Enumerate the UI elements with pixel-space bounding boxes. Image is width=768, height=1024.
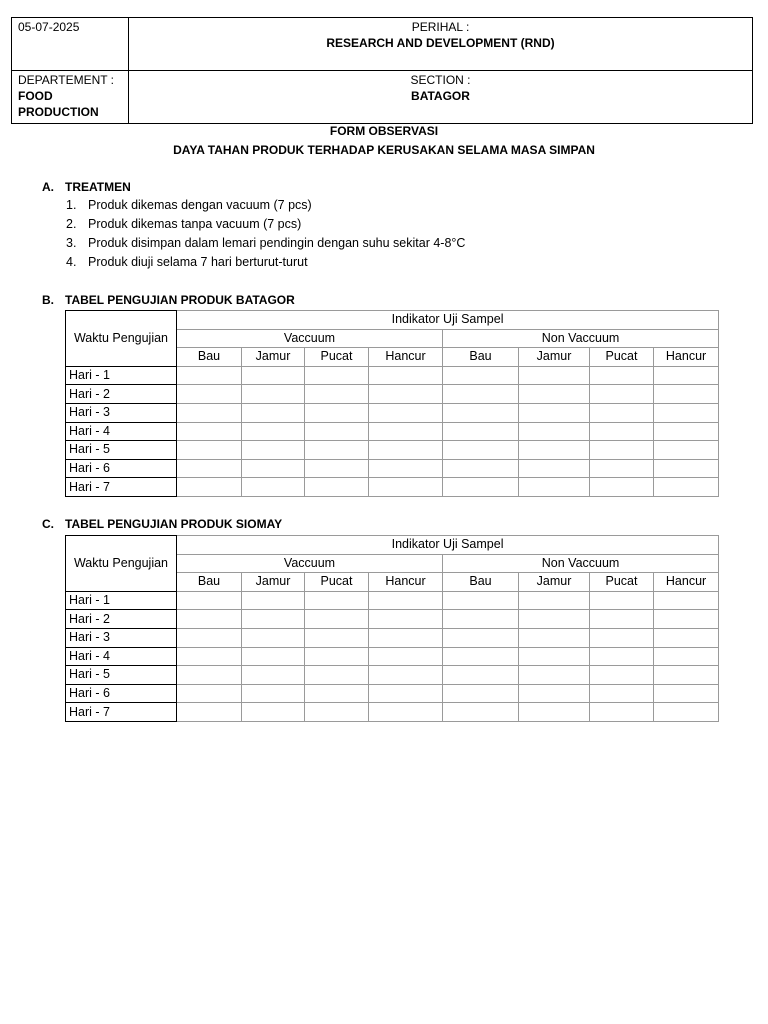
empty-cell[interactable] xyxy=(305,703,369,722)
empty-cell[interactable] xyxy=(590,703,654,722)
empty-cell[interactable] xyxy=(369,478,443,497)
empty-cell[interactable] xyxy=(242,666,305,685)
empty-cell[interactable] xyxy=(305,459,369,478)
empty-cell[interactable] xyxy=(443,591,519,610)
form-subtitle: DAYA TAHAN PRODUK TERHADAP KERUSAKAN SELAMA MASA SIMPAN xyxy=(173,143,595,157)
table-row xyxy=(66,459,719,478)
empty-cell[interactable] xyxy=(305,610,369,629)
empty-cell[interactable] xyxy=(654,385,719,404)
empty-cell[interactable] xyxy=(654,703,719,722)
empty-cell[interactable] xyxy=(590,366,654,385)
empty-cell[interactable] xyxy=(443,703,519,722)
table-header-row xyxy=(66,311,719,330)
empty-cell[interactable] xyxy=(519,366,590,385)
empty-cell[interactable] xyxy=(443,478,519,497)
empty-cell[interactable] xyxy=(590,610,654,629)
table-row xyxy=(66,628,719,647)
column-header: Bau xyxy=(443,348,519,367)
section-value: BATAGOR xyxy=(411,89,470,103)
empty-cell[interactable] xyxy=(369,385,443,404)
empty-cell[interactable] xyxy=(242,628,305,647)
empty-cell[interactable] xyxy=(590,403,654,422)
row-label: Hari - 2 xyxy=(66,385,177,404)
empty-cell[interactable] xyxy=(305,628,369,647)
empty-cell[interactable] xyxy=(369,459,443,478)
section-c-letter: C. xyxy=(42,517,54,531)
empty-cell[interactable] xyxy=(443,610,519,629)
table-row xyxy=(66,684,719,703)
perihal-label: PERIHAL : xyxy=(411,20,470,34)
column-header: Hancur xyxy=(369,348,443,367)
empty-cell[interactable] xyxy=(519,628,590,647)
column-header: Hancur xyxy=(654,348,719,367)
column-header: Bau xyxy=(443,573,519,592)
non-vacuum-group-header: Non Vaccuum xyxy=(443,329,719,348)
vacuum-group-header: Vaccuum xyxy=(177,329,443,348)
siomay-test-table xyxy=(65,535,719,722)
column-header: Hancur xyxy=(654,573,719,592)
treatment-item-number: 1. xyxy=(66,198,77,212)
empty-cell[interactable] xyxy=(177,459,242,478)
empty-cell[interactable] xyxy=(369,684,443,703)
department-value-line1: FOOD xyxy=(18,89,53,103)
empty-cell[interactable] xyxy=(519,610,590,629)
row-label: Hari - 6 xyxy=(66,459,177,478)
empty-cell[interactable] xyxy=(590,591,654,610)
table-row xyxy=(66,703,719,722)
empty-cell[interactable] xyxy=(369,366,443,385)
row-label: Hari - 1 xyxy=(66,591,177,610)
form-title: FORM OBSERVASI xyxy=(329,124,439,138)
empty-cell[interactable] xyxy=(519,703,590,722)
empty-cell[interactable] xyxy=(443,385,519,404)
empty-cell[interactable] xyxy=(177,647,242,666)
row-label: Hari - 3 xyxy=(66,403,177,422)
row-label: Hari - 3 xyxy=(66,628,177,647)
empty-cell[interactable] xyxy=(305,422,369,441)
indikator-header: Indikator Uji Sampel xyxy=(177,311,719,330)
empty-cell[interactable] xyxy=(177,591,242,610)
treatment-item-number: 2. xyxy=(66,217,77,231)
empty-cell[interactable] xyxy=(590,441,654,460)
empty-cell[interactable] xyxy=(443,366,519,385)
empty-cell[interactable] xyxy=(369,403,443,422)
empty-cell[interactable] xyxy=(369,647,443,666)
column-header: Jamur xyxy=(242,573,305,592)
column-header: Bau xyxy=(177,573,242,592)
empty-cell[interactable] xyxy=(305,385,369,404)
empty-cell[interactable] xyxy=(590,459,654,478)
empty-cell[interactable] xyxy=(519,441,590,460)
empty-cell[interactable] xyxy=(443,459,519,478)
empty-cell[interactable] xyxy=(242,441,305,460)
treatment-item-number: 3. xyxy=(66,236,77,250)
row-label: Hari - 7 xyxy=(66,703,177,722)
empty-cell[interactable] xyxy=(369,628,443,647)
header-table xyxy=(11,17,753,124)
empty-cell[interactable] xyxy=(177,366,242,385)
treatment-item-text: Produk dikemas tanpa vacuum (7 pcs) xyxy=(88,217,302,231)
waktu-header: Waktu Pengujian xyxy=(66,536,177,592)
empty-cell[interactable] xyxy=(242,478,305,497)
perihal-value: RESEARCH AND DEVELOPMENT (RND) xyxy=(326,36,555,50)
empty-cell[interactable] xyxy=(177,441,242,460)
empty-cell[interactable] xyxy=(590,666,654,685)
empty-cell[interactable] xyxy=(305,441,369,460)
column-header: Jamur xyxy=(519,348,590,367)
empty-cell[interactable] xyxy=(305,647,369,666)
empty-cell[interactable] xyxy=(654,441,719,460)
date-text: 05-07-2025 xyxy=(18,20,80,34)
row-label: Hari - 4 xyxy=(66,422,177,441)
table-header-row xyxy=(66,536,719,555)
table-row xyxy=(66,666,719,685)
table-row xyxy=(66,478,719,497)
empty-cell[interactable] xyxy=(305,366,369,385)
empty-cell[interactable] xyxy=(590,684,654,703)
row-label: Hari - 7 xyxy=(66,478,177,497)
empty-cell[interactable] xyxy=(519,666,590,685)
section-a-title: TREATMEN xyxy=(65,180,131,194)
empty-cell[interactable] xyxy=(590,478,654,497)
section-a-letter: A. xyxy=(42,180,54,194)
table-row xyxy=(66,403,719,422)
empty-cell[interactable] xyxy=(654,684,719,703)
empty-cell[interactable] xyxy=(305,684,369,703)
empty-cell[interactable] xyxy=(369,610,443,629)
empty-cell[interactable] xyxy=(305,666,369,685)
empty-cell[interactable] xyxy=(654,366,719,385)
row-label: Hari - 2 xyxy=(66,610,177,629)
row-label: Hari - 1 xyxy=(66,366,177,385)
empty-cell[interactable] xyxy=(177,422,242,441)
department-cell xyxy=(12,71,129,124)
empty-cell[interactable] xyxy=(242,366,305,385)
empty-cell[interactable] xyxy=(242,703,305,722)
treatment-item-text: Produk dikemas dengan vacuum (7 pcs) xyxy=(88,198,312,212)
empty-cell[interactable] xyxy=(369,666,443,685)
column-header: Pucat xyxy=(305,348,369,367)
table-row xyxy=(66,441,719,460)
column-header: Jamur xyxy=(519,573,590,592)
date-cell xyxy=(12,18,129,71)
column-header: Jamur xyxy=(242,348,305,367)
empty-cell[interactable] xyxy=(519,422,590,441)
treatment-item-number: 4. xyxy=(66,255,77,269)
empty-cell[interactable] xyxy=(590,647,654,666)
empty-cell[interactable] xyxy=(443,441,519,460)
table-row xyxy=(66,591,719,610)
row-label: Hari - 5 xyxy=(66,666,177,685)
empty-cell[interactable] xyxy=(519,403,590,422)
column-header: Pucat xyxy=(590,573,654,592)
empty-cell[interactable] xyxy=(654,628,719,647)
batagor-test-table xyxy=(65,310,719,497)
empty-cell[interactable] xyxy=(369,591,443,610)
waktu-header: Waktu Pengujian xyxy=(66,311,177,367)
perihal-cell xyxy=(129,18,753,71)
column-header: Pucat xyxy=(590,348,654,367)
table-row xyxy=(66,422,719,441)
table-row xyxy=(66,647,719,666)
section-b-letter: B. xyxy=(42,293,54,307)
empty-cell[interactable] xyxy=(443,684,519,703)
empty-cell[interactable] xyxy=(242,684,305,703)
empty-cell[interactable] xyxy=(654,459,719,478)
empty-cell[interactable] xyxy=(654,478,719,497)
empty-cell[interactable] xyxy=(654,591,719,610)
column-header: Bau xyxy=(177,348,242,367)
row-label: Hari - 6 xyxy=(66,684,177,703)
empty-cell[interactable] xyxy=(177,666,242,685)
empty-cell[interactable] xyxy=(369,422,443,441)
section-label: SECTION : xyxy=(410,73,471,87)
empty-cell[interactable] xyxy=(177,684,242,703)
empty-cell[interactable] xyxy=(654,647,719,666)
table-row xyxy=(66,385,719,404)
empty-cell[interactable] xyxy=(177,628,242,647)
empty-cell[interactable] xyxy=(242,385,305,404)
section-b-title: TABEL PENGUJIAN PRODUK BATAGOR xyxy=(65,293,295,307)
empty-cell[interactable] xyxy=(242,422,305,441)
empty-cell[interactable] xyxy=(519,647,590,666)
empty-cell[interactable] xyxy=(519,459,590,478)
empty-cell[interactable] xyxy=(443,666,519,685)
empty-cell[interactable] xyxy=(305,478,369,497)
empty-cell[interactable] xyxy=(177,703,242,722)
empty-cell[interactable] xyxy=(177,385,242,404)
row-label: Hari - 5 xyxy=(66,441,177,460)
treatment-item-text: Produk diuji selama 7 hari berturut-turut xyxy=(88,255,308,269)
vacuum-group-header: Vaccuum xyxy=(177,554,443,573)
section-c-title: TABEL PENGUJIAN PRODUK SIOMAY xyxy=(65,517,283,531)
department-value-line2: PRODUCTION xyxy=(18,105,99,119)
empty-cell[interactable] xyxy=(242,610,305,629)
treatment-item-text: Produk disimpan dalam lemari pendingin dengan suhu sekitar 4-8°C xyxy=(88,236,466,250)
column-header: Pucat xyxy=(305,573,369,592)
empty-cell[interactable] xyxy=(369,441,443,460)
empty-cell[interactable] xyxy=(177,610,242,629)
empty-cell[interactable] xyxy=(654,610,719,629)
section-cell xyxy=(129,71,753,124)
empty-cell[interactable] xyxy=(242,647,305,666)
non-vacuum-group-header: Non Vaccuum xyxy=(443,554,719,573)
empty-cell[interactable] xyxy=(443,628,519,647)
empty-cell[interactable] xyxy=(654,666,719,685)
empty-cell[interactable] xyxy=(242,591,305,610)
empty-cell[interactable] xyxy=(654,403,719,422)
empty-cell[interactable] xyxy=(177,478,242,497)
empty-cell[interactable] xyxy=(443,647,519,666)
table-row xyxy=(66,610,719,629)
empty-cell[interactable] xyxy=(305,591,369,610)
empty-cell[interactable] xyxy=(519,385,590,404)
column-header: Hancur xyxy=(369,573,443,592)
empty-cell[interactable] xyxy=(242,403,305,422)
empty-cell[interactable] xyxy=(654,422,719,441)
indikator-header: Indikator Uji Sampel xyxy=(177,536,719,555)
empty-cell[interactable] xyxy=(590,385,654,404)
empty-cell[interactable] xyxy=(443,422,519,441)
empty-cell[interactable] xyxy=(242,459,305,478)
empty-cell[interactable] xyxy=(519,684,590,703)
empty-cell[interactable] xyxy=(519,591,590,610)
empty-cell[interactable] xyxy=(590,628,654,647)
empty-cell[interactable] xyxy=(590,422,654,441)
empty-cell[interactable] xyxy=(177,403,242,422)
department-label: DEPARTEMENT : xyxy=(18,73,115,87)
empty-cell[interactable] xyxy=(519,478,590,497)
table-row xyxy=(66,366,719,385)
empty-cell[interactable] xyxy=(305,403,369,422)
row-label: Hari - 4 xyxy=(66,647,177,666)
empty-cell[interactable] xyxy=(369,703,443,722)
empty-cell[interactable] xyxy=(443,403,519,422)
